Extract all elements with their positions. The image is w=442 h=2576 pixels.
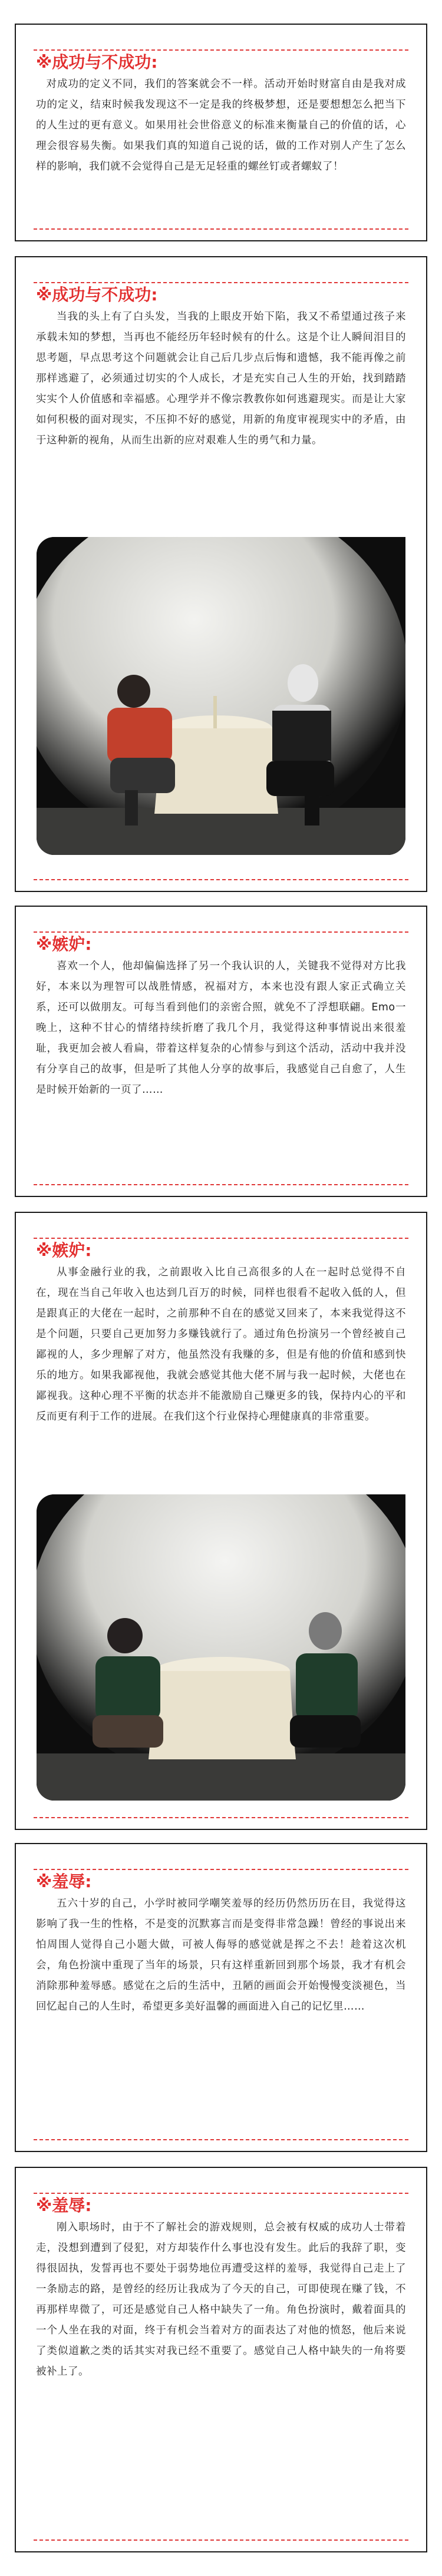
- section-title: ※成功与不成功:: [36, 285, 158, 304]
- section-text: 当我的头上有了白头发，当我的上眼皮开始下陷，我又不希望通过孩子来承载未知的梦想，当再也不能经历年轻时候有的什么。这是个让人瞬间泪目的思考题，早点思考这个问题就会让自己后几步点后悔和遗憾，我不能再像之前那样逃避了，必须通过切实的个人成长，才是充实自己人生的开始，找到踏踏实实个人价值感和幸福感。心理学并不像宗教教你如何逃避现实。而是让大家如何积极的面对现实，不压抑不好的感觉，用新的角度审视现实中的矛盾，由于这种新的视角，从而生出新的应对艰难人生的勇气和力量。: [36, 311, 406, 446]
- section-title: ※成功与不成功:: [36, 52, 158, 72]
- photo-roleplay-1: [37, 537, 405, 855]
- story-card-humiliation-2: [15, 2167, 427, 2552]
- dashed-divider: [34, 37, 408, 51]
- section-text: 从事金融行业的我，之前跟收入比自己高很多的人在一起时总觉得不自在，现在当自己年收入也达到几百万的时候，同样也很看不起收入低的人，但是跟真正的大佬在一起时，之前那种不自在的感觉又回来了，本来我觉得这不是个问题，只要自己更加努力多赚钱就行了。通过角色扮演另一个曾经被自己鄙视的人，多少理解了对方，他虽然没有我赚的多，但是有他的价值和感到快乐的地方。如果我鄙视他，我就会感觉其他大佬不屑与我一起时候，大佬也在鄙视我。这种心理不平衡的状态并不能激励自己赚更多的钱，保持内心的平和反而更有利于工作的进展。在我们这个行业保持心理健康真的非常重要。: [36, 1267, 406, 1423]
- dashed-divider: [34, 228, 408, 230]
- dashed-divider: [34, 269, 408, 283]
- section-title: ※羞辱:: [36, 1872, 92, 1891]
- dashed-divider: [34, 879, 408, 880]
- story-card-jealousy-1: [15, 906, 427, 1197]
- photo-roleplay-2: [37, 1494, 405, 1801]
- dashed-divider: [34, 2539, 408, 2541]
- story-card-success-1: [15, 24, 427, 241]
- section-text: 对成功的定义不同，我们的答案就会不一样。活动开始时财富自由是我对成功的定义，结束时候我发现这不一定是我的终极梦想，还是要想想怎么把当下的人生过的更有意义。如果用社会世俗意义的标准来衡量自己的价值的话，心理会很容易失衡。如果我们真的知道自己说的话，做的工作对别人产生了怎么样的影响，我们就不会觉得自己是无足轻重的螺丝钉或者螺蚁了！: [36, 78, 406, 173]
- section-title: ※嫉妒:: [36, 934, 92, 954]
- section-text: 喜欢一个人，他却偏偏选择了另一个我认识的人，关键我不觉得对方比我好，本来以为理智可以战胜情感，祝福对方，本来也没有跟人家正式确立关系，还可以做朋友。可每当看到他们的亲密合照，就免不了浮想联翩。Emo一晚上，这种不甘心的情绪持续折磨了我几个月，我觉得这种事情说出来很羞耻，我更加会被人看扁，带着这样复杂的心情参与到这个活动，活动中我并没有分享自己的故事，但是听了其他人分享的故事后，我感觉自己自愈了，人生是时候开始新的一页了……: [36, 960, 406, 1096]
- dashed-divider: [34, 1817, 408, 1818]
- dashed-divider: [34, 919, 408, 933]
- stage-photo-2: [37, 1494, 405, 1801]
- story-card-humiliation-1: [15, 1843, 427, 2152]
- dashed-divider: [34, 2139, 408, 2140]
- section-text: 五六十岁的自己，小学时被同学嘲笑羞辱的经历仍然历历在目，我觉得这影响了我一生的性格，不是变的沉默寡言而是变得非常急躁！曾经的事说出来怕周围人觉得自己小题大做，可被人侮辱的感觉就是挥之不去！趁着这次机会，角色扮演中重现了当年的场景，只有这样重新回到那个场景，我才有机会消除那种羞辱感。感觉在之后的生活中，丑陋的画面会开始慢慢变淡褪色，当回忆起自己的人生时，希望更多美好温馨的画面进入自己的记忆里……: [36, 1898, 406, 2013]
- stage-photo-1: [37, 537, 405, 855]
- dashed-divider: [34, 1856, 408, 1870]
- dashed-divider: [34, 2180, 408, 2194]
- dashed-divider: [34, 1225, 408, 1239]
- dashed-divider: [34, 1184, 408, 1185]
- section-text: 刚入职场时，由于不了解社会的游戏规则，总会被有权威的成功人士带着走，没想到遭到了侵犯，对方却装作什么事也没有发生。此后的我辞了职，变得很固执，发誓再也不要处于弱势地位再遭受这样的羞辱，我觉得自己走上了一条励志的路，是曾经的经历让我成为了今天的自己，可即使现在赚了钱，不再那样卑微了，可还是感觉自己人格中缺失了一角。角色扮演时，戴着面具的一个人坐在我的对面，终于有机会当着对方的面表达了对他的愤怒，他后来说了类似道歉之类的话其实对我已经不重要了。感觉自己人格中缺失的一角将要被补上了。: [36, 2222, 406, 2378]
- section-title: ※嫉妒:: [36, 1241, 92, 1260]
- section-title: ※羞辱:: [36, 2196, 92, 2215]
